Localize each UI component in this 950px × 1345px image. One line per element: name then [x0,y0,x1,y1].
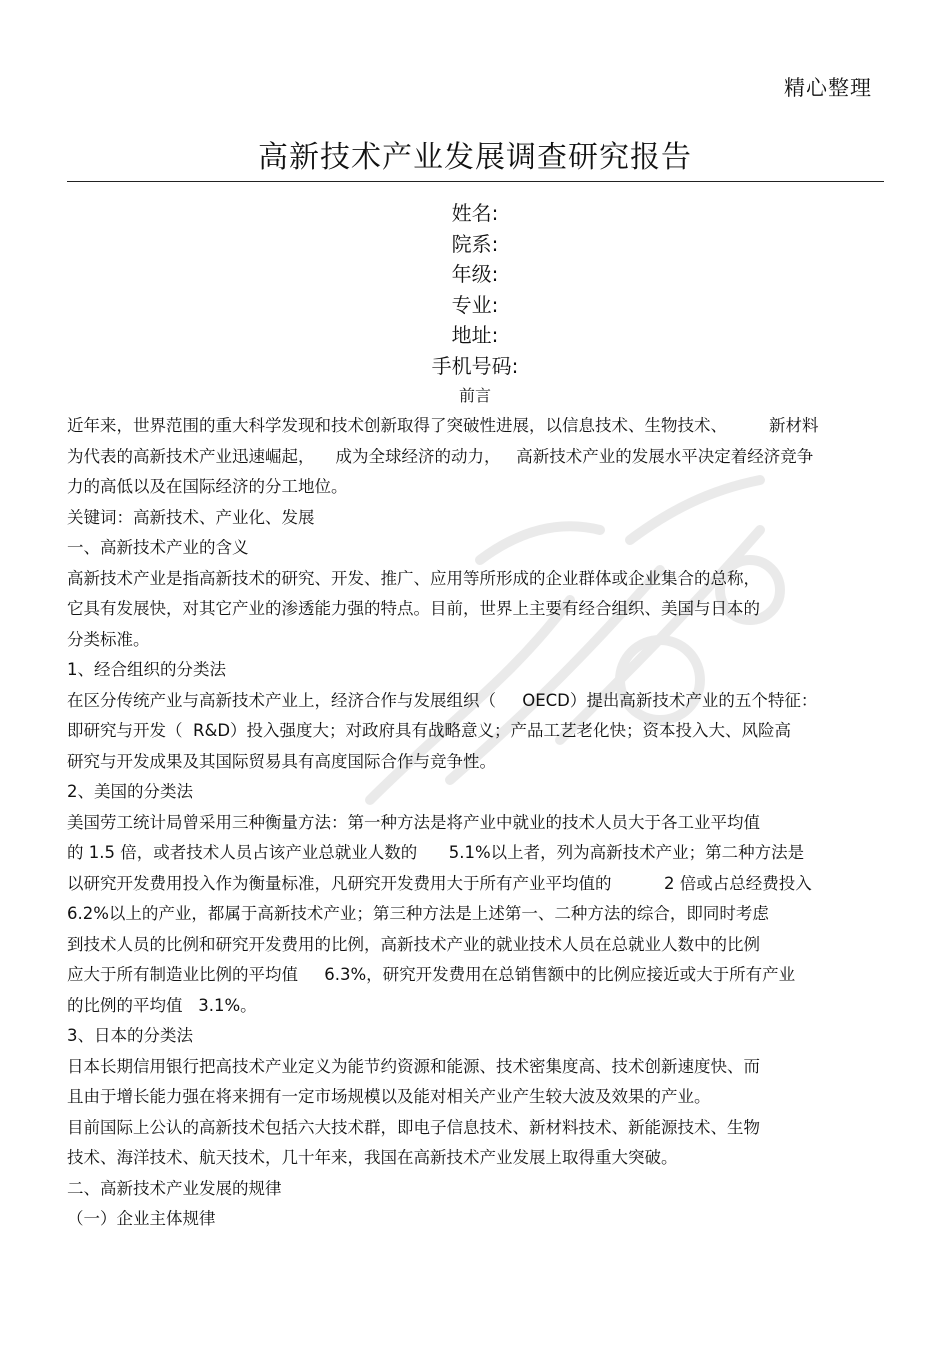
body-line: 近年来，世界范围的重大科学发现和技术创新取得了突破性进展，以信息技术、生物技术、 新材料 [67,416,819,435]
subsection-heading: 3、日本的分类法 [67,1026,193,1045]
body-line: 的比例的平均值 3.1%。 [67,995,257,1015]
subsection-heading: （一）企业主体规律 [67,1209,216,1228]
body-line: 高新技术产业是指高新技术的研究、开发、推广、应用等所形成的企业群体或企业集合的总称， [67,568,760,588]
header-tag: 精心整理 [784,76,872,100]
section-heading: 二、高新技术产业发展的规律 [67,1178,282,1198]
subsection-heading: 1、经合组织的分类法 [67,660,226,679]
body-line: 在区分传统产业与高新技术产业上，经济合作与发展组织（ OECD）提出高新技术产业的五个特征： [67,690,818,710]
body-line: 分类标准。 [67,629,150,649]
body-line: 以研究开发费用投入作为衡量标准，凡研究开发费用大于所有产业平均值的 2 倍或占总经费投入 [67,873,812,893]
title-divider [67,181,884,182]
body-line: 研究与开发成果及其国际贸易具有高度国际合作与竞争性。 [67,751,496,771]
body-line: 到技术人员的比例和研究开发费用的比例，高新技术产业的就业技术人员在总就业人数中的比例 [67,934,760,954]
subsection-heading: 2、美国的分类法 [67,782,193,801]
body-line: 日本长期信用银行把高技术产业定义为能节约资源和能源、技术密集度高、技术创新速度快、而 [67,1056,760,1076]
body-line: 目前国际上公认的高新技术包括六大技术群，即电子信息技术、新材料技术、新能源技术、生物 [67,1117,760,1137]
body-line: 的 1.5 倍，或者技术人员占该产业总就业人数的 5.1%以上者，列为高新技术产业；第二种方法是 [67,843,805,862]
info-major-label: 专业: [451,292,499,317]
body-line: 它具有发展快，对其它产业的渗透能力强的特点。目前，世界上主要有经合组织、美国与日本的 [67,599,760,618]
info-phone-label: 手机号码: [431,353,519,378]
body-line: 美国劳工统计局曾采用三种衡量方法：第一种方法是将产业中就业的技术人员大于各工业平均值 [67,812,760,832]
body-line: 力的高低以及在国际经济的分工地位。 [67,477,348,496]
info-address-label: 地址: [451,323,499,347]
body-line: 技术、海洋技术、航天技术，几十年来，我国在高新技术产业发展上取得重大突破。 [67,1148,678,1167]
info-grade-label: 年级: [451,262,499,286]
info-name-label: 姓名: [451,201,499,225]
section-heading: 一、高新技术产业的含义 [67,538,249,557]
preface-heading: 前言 [458,386,491,405]
body-line: 且由于增长能力强在将来拥有一定市场规模以及能对相关产业产生较大波及效果的产业。 [67,1087,711,1106]
body-line: 即研究与开发（ R&D）投入强度大；对政府具有战略意义；产品工艺老化快；资本投入大、风险高 [67,721,792,740]
body-line: 6.2%以上的产业，都属于高新技术产业；第三种方法是上述第一、二种方法的综合，即同时考虑 [67,904,769,923]
info-department-label: 院系: [451,231,499,256]
keywords-line: 关键词：高新技术、产业化、发展 [67,507,315,527]
body-line: 应大于所有制造业比例的平均值 6.3%，研究开发费用在总销售额中的比例应接近或大于所有产业 [67,965,796,984]
body-line: 为代表的高新技术产业迅速崛起， 成为全球经济的动力， 高新技术产业的发展水平决定着经济竞争 [67,446,814,466]
document-title: 高新技术产业发展调查研究报告 [258,140,692,175]
student-info-block [0,198,950,381]
document-body [67,411,887,1235]
